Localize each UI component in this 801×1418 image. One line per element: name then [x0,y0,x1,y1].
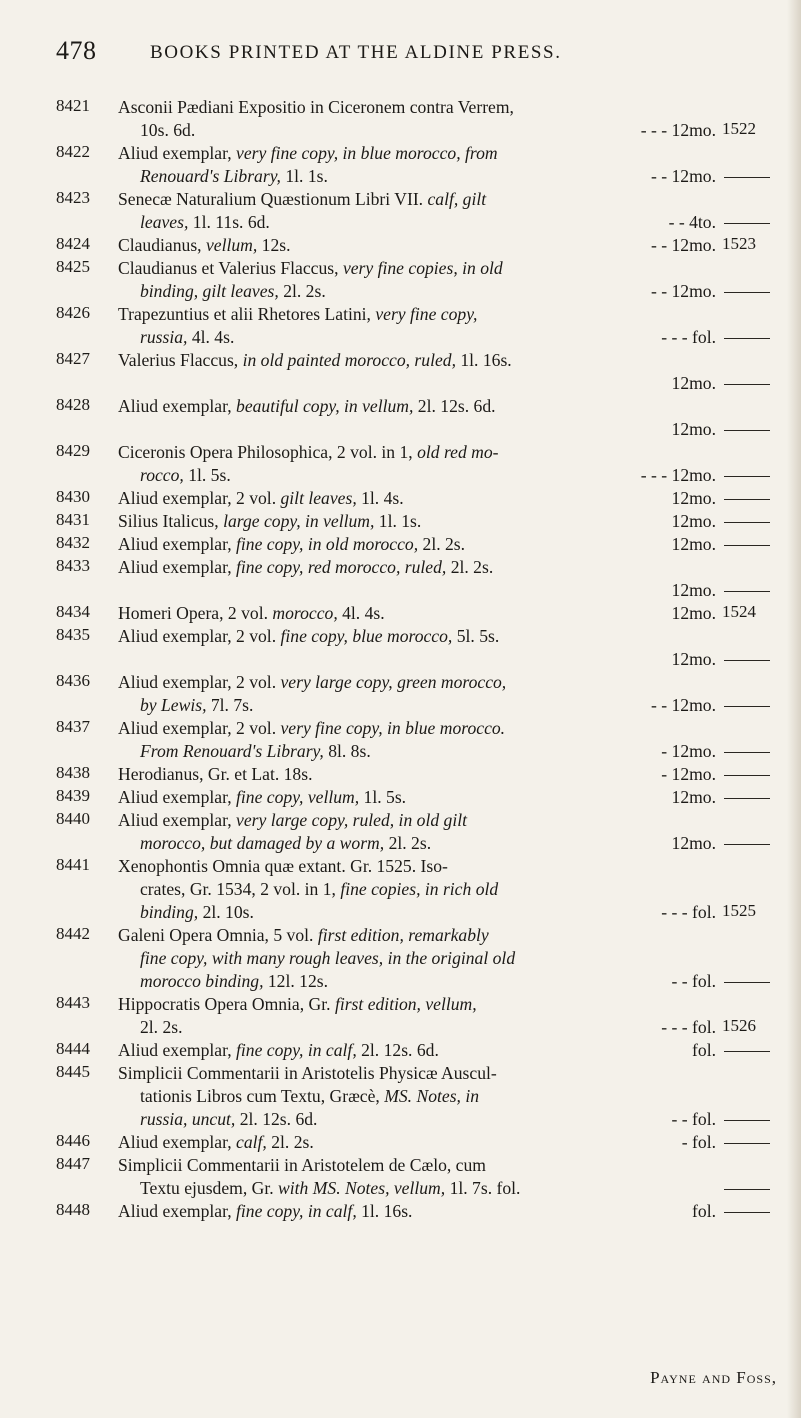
entry-text: Simplicii Commentarii in Aristotelis Physicæ Auscul- [118,1063,497,1083]
entry-text: 2l. 12s. 6d. [361,1040,439,1060]
lot-number: 8439 [56,786,90,805]
catalogue-entry [56,671,796,717]
entry-description [118,855,716,924]
entry-line [118,947,716,970]
lot-number: 8448 [56,1200,90,1219]
entry-description [118,602,716,625]
binding-note: From Renouard's Library, [140,741,329,761]
entry-text: 1l. 4s. [361,488,404,508]
entry-description [118,1131,716,1154]
entry-text: 1l. 5s. [188,465,231,485]
entry-line [118,878,716,901]
ditto-dash [724,706,770,707]
catalogue-entry [56,625,796,671]
catalogue-entry [56,1131,796,1154]
entry-text: 2l. 2s. [388,833,432,853]
entry-text: 2l. 10s. [202,902,254,922]
lot-number: 8435 [56,625,90,644]
lot-number: 8447 [56,1154,90,1173]
entry-line [118,165,716,188]
entry-line [118,257,716,280]
entry-line [118,855,716,878]
lot-number: 8443 [56,993,90,1012]
format-size: 12mo. [671,580,716,600]
entry-line [118,556,716,579]
entry-line [118,119,716,142]
format-size: - - 12mo. [651,281,716,301]
catalogue-entry [56,602,796,625]
entry-description [118,188,716,234]
entry-line [118,579,716,602]
entry-description [118,625,716,671]
ditto-dash [724,591,770,592]
entry-line [118,717,716,740]
entry-line [118,96,716,119]
binding-note: very fine copies, in old [342,258,503,278]
entry-description [118,1200,716,1223]
entry-line [118,349,716,372]
entry-line [118,809,716,832]
binding-note: old red mo- [417,442,499,462]
entry-description [118,786,716,809]
entry-line [118,533,716,556]
entry-text: 2l. 12s. 6d. [239,1109,318,1129]
binding-note: morocco binding, [140,971,268,991]
binding-note: fine copy, in calf, [236,1040,362,1060]
format-size: - - 12mo. [651,695,716,715]
binding-note: very large copy, ruled, in old gilt [236,810,467,830]
entry-line [118,648,716,671]
format-size: 12mo. [671,833,716,853]
entry-text: Xenophontis Omnia quæ extant. Gr. 1525. Iso- [118,856,448,876]
running-title: BOOKS PRINTED AT THE ALDINE PRESS. [150,42,562,63]
lot-number: 8441 [56,855,90,874]
entry-description [118,924,716,993]
ditto-dash [724,844,770,845]
binding-note: rocco, [140,465,189,485]
binding-note: leaves, [140,212,193,232]
lot-number: 8424 [56,234,90,253]
binding-note: morocco, [272,603,343,623]
ditto-dash [724,982,770,983]
catalogue-entry [56,717,796,763]
catalogue-entry [56,1154,796,1200]
entry-text: 4l. 4s. [191,327,235,347]
entry-line [118,326,716,349]
ditto-dash [724,775,770,776]
entry-line [118,188,716,211]
entry-text: Aliud exemplar, 2 vol. [118,718,281,738]
ditto-dash [724,292,770,293]
entry-description [118,1039,716,1062]
entry-line [118,211,716,234]
ditto-dash [724,1212,770,1213]
lot-number: 8429 [56,441,90,460]
binding-note: first edition, remarkably [317,925,489,945]
catalogue-entry [56,96,796,142]
entry-line [118,901,716,924]
entry-text: Aliud exemplar, [118,1040,237,1060]
entry-line [118,1108,716,1131]
lot-number: 8434 [56,602,90,621]
entry-line [118,1200,716,1223]
binding-note: large copy, in vellum, [223,511,379,531]
entry-text: 12l. 12s. [267,971,328,991]
catalogue-entry [56,993,796,1039]
catalogue-entry [56,349,796,395]
format-size: 12mo. [671,787,716,807]
catalogue-entry [56,257,796,303]
entry-text: Aliud exemplar, 2 vol. [118,488,281,508]
format-size: - - - 12mo. [640,120,716,140]
entry-description [118,993,716,1039]
entry-description [118,671,716,717]
page-header [56,36,776,76]
ditto-dash [724,545,770,546]
lot-number: 8428 [56,395,90,414]
binding-note: fine copy, in old morocco, [236,534,423,554]
entry-text: Aliud exemplar, [118,1201,237,1221]
entry-text: Ciceronis Opera Philosophica, 2 vol. in 1, [118,442,418,462]
binding-note: calf, gilt [427,189,487,209]
entry-description [118,395,716,441]
catalogue-entry [56,786,796,809]
lot-number: 8430 [56,487,90,506]
entry-text: 7l. 7s. [210,695,254,715]
format-size: - 12mo. [661,741,716,761]
entry-text: Valerius Flaccus, [118,350,243,370]
printing-year: 1522 [722,119,756,138]
lot-number: 8425 [56,257,90,276]
entry-text: Senecæ Naturalium Quæstionum Libri VII. [118,189,428,209]
entry-description [118,234,716,257]
entry-text: 1l. 1s. [378,511,422,531]
entry-text: 2l. 12s. 6d. [417,396,496,416]
format-size: 12mo. [671,603,716,623]
lot-number: 8427 [56,349,90,368]
printing-year: 1524 [722,602,756,621]
entry-text: Aliud exemplar, [118,810,237,830]
entry-text: 2l. 2s. [450,557,494,577]
binding-note: russia, uncut, [140,1109,240,1129]
entry-text: Textu ejusdem, Gr. [140,1178,279,1198]
binding-note: very fine copy, [375,304,478,324]
entry-text: Aliud exemplar, [118,534,237,554]
format-size: 12mo. [671,534,716,554]
entry-line [118,832,716,855]
catalogue-entry [56,510,796,533]
entry-text: Aliud exemplar, [118,557,237,577]
entry-line [118,464,716,487]
entry-text: 5l. 5s. [456,626,500,646]
entry-text: 2l. 2s. [140,1017,183,1037]
entry-text: 2l. 2s. [422,534,466,554]
entry-description [118,487,716,510]
page-footer [0,1368,801,1394]
ditto-dash [724,1143,770,1144]
entry-line [118,418,716,441]
entry-text: 10s. 6d. [140,120,196,140]
binding-note: very fine copy, in blue morocco. [280,718,506,738]
entry-text: Herodianus, Gr. et Lat. 18s. [118,764,313,784]
catalogue-entry [56,809,796,855]
binding-note: beautiful copy, in vellum, [236,396,418,416]
entry-text: 2l. 2s. [283,281,326,301]
binding-note: fine copy, with many rough leaves, in the original old [140,948,516,968]
entry-text: Simplicii Commentarii in Aristotelem de Cælo, cum [118,1155,486,1175]
entry-text: Aliud exemplar, [118,787,237,807]
lot-number: 8423 [56,188,90,207]
entry-line [118,602,716,625]
entry-text: 1l. 1s. [285,166,328,186]
catalogue-entry [56,441,796,487]
lot-number: 8437 [56,717,90,736]
entry-line [118,763,716,786]
lot-number: 8440 [56,809,90,828]
catalogue-entry [56,303,796,349]
entry-text: Asconii Pædiani Expositio in Ciceronem contra Verrem, [118,97,514,117]
catalogue-entry [56,395,796,441]
entry-text: Aliud exemplar, 2 vol. [118,672,281,692]
entry-line [118,372,716,395]
catalogue-entries [0,96,801,1223]
entry-line [118,970,716,993]
entry-description [118,717,716,763]
binding-note: with MS. Notes, vellum, [278,1178,450,1198]
ditto-dash [724,752,770,753]
printing-year: 1525 [722,901,756,920]
entry-description [118,763,716,786]
entry-text: 1l. 11s. 6d. [192,212,270,232]
entry-text: Aliud exemplar, [118,143,237,163]
catalogue-entry [56,1062,796,1131]
entry-description [118,257,716,303]
format-size: 12mo. [671,511,716,531]
entry-line [118,395,716,418]
entry-text: 8l. 8s. [328,741,371,761]
binding-note: binding, [140,902,203,922]
entry-line [118,142,716,165]
lot-number: 8436 [56,671,90,690]
binding-note: fine copy, red morocco, ruled, [236,557,451,577]
format-size: fol. [692,1201,716,1221]
format-size: - - - 12mo. [640,465,716,485]
entry-description [118,809,716,855]
entry-description [118,1062,716,1131]
entry-line [118,1154,716,1177]
lot-number: 8421 [56,96,90,115]
binding-note: vellum, [205,235,262,255]
format-size: - fol. [681,1132,716,1152]
lot-number: 8422 [56,142,90,161]
entry-text: Aliud exemplar, [118,396,237,416]
entry-text: 1l. 7s. fol. [449,1178,521,1198]
lot-number: 8438 [56,763,90,782]
entry-line [118,1177,716,1200]
catalogue-entry [56,1200,796,1223]
entry-text: Hippocratis Opera Omnia, Gr. [118,994,335,1014]
entry-text: crates, Gr. 1534, 2 vol. in 1, [140,879,341,899]
ditto-dash [724,660,770,661]
catalogue-entry [56,763,796,786]
ditto-dash [724,1120,770,1121]
format-size: - - 12mo. [651,235,716,255]
catalogue-entry [56,1039,796,1062]
entry-description [118,349,716,395]
entry-description [118,441,716,487]
catalogue-entry [56,487,796,510]
entry-description [118,556,716,602]
entry-line [118,1085,716,1108]
catalogue-entry [56,556,796,602]
catalogue-entry [56,234,796,257]
lot-number: 8446 [56,1131,90,1150]
catalogue-entry [56,533,796,556]
ditto-dash [724,476,770,477]
ditto-dash [724,499,770,500]
format-size: - - fol. [671,971,716,991]
entry-text: 1l. 5s. [363,787,407,807]
catalogue-entry [56,855,796,924]
entry-line [118,280,716,303]
lot-number: 8442 [56,924,90,943]
entry-line [118,1131,716,1154]
entry-line [118,740,716,763]
binding-note: binding, gilt leaves, [140,281,284,301]
binding-note: calf, [236,1132,272,1152]
entry-description [118,142,716,188]
entry-description [118,303,716,349]
entry-text: 4l. 4s. [342,603,385,623]
printing-year: 1523 [722,234,756,253]
format-size: 12mo. [671,649,716,669]
entry-line [118,487,716,510]
entry-text: Aliud exemplar, 2 vol. [118,626,281,646]
lot-number: 8426 [56,303,90,322]
entry-line [118,786,716,809]
ditto-dash [724,384,770,385]
publisher-signature: Payne and Foss, [650,1368,777,1387]
lot-number: 8433 [56,556,90,575]
lot-number: 8431 [56,510,90,529]
ditto-dash [724,338,770,339]
binding-note: fine copy, vellum, [236,787,364,807]
entry-text: 1l. 16s. [361,1201,413,1221]
format-size: 12mo. [671,373,716,393]
binding-note: fine copy, blue morocco, [280,626,457,646]
binding-note: gilt leaves, [280,488,362,508]
ditto-dash [724,223,770,224]
entry-line [118,1062,716,1085]
entry-description [118,1154,716,1200]
entry-line [118,924,716,947]
ditto-dash [724,1051,770,1052]
entry-text: Trapezuntius et alii Rhetores Latini, [118,304,376,324]
binding-note: morocco, but damaged by a worm, [140,833,389,853]
ditto-dash [724,430,770,431]
entry-description [118,96,716,142]
entry-line [118,441,716,464]
binding-note: very large copy, green morocco, [280,672,507,692]
entry-text: tationis Libros cum Textu, Græcè, [140,1086,385,1106]
format-size: - - 4to. [668,212,716,232]
entry-line [118,671,716,694]
entry-text: Claudianus, [118,235,206,255]
format-size: - - fol. [671,1109,716,1129]
binding-note: by Lewis, [140,695,211,715]
binding-note: first edition, vellum, [334,994,477,1014]
entry-line [118,510,716,533]
ditto-dash [724,798,770,799]
ditto-dash [724,1189,770,1190]
format-size: 12mo. [671,488,716,508]
entry-line [118,1016,716,1039]
entry-text: 1l. 16s. [460,350,512,370]
catalogue-entry [56,142,796,188]
entry-text: Galeni Opera Omnia, 5 vol. [118,925,318,945]
entry-text: 12s. [261,235,291,255]
catalogue-entry [56,188,796,234]
entry-text: Aliud exemplar, [118,1132,237,1152]
format-size: - - - fol. [661,327,716,347]
binding-note: russia, [140,327,192,347]
entry-text: Claudianus et Valerius Flaccus, [118,258,343,278]
entry-description [118,533,716,556]
binding-note: Renouard's Library, [140,166,286,186]
entry-line [118,993,716,1016]
entry-text: Silius Italicus, [118,511,224,531]
format-size: - - 12mo. [651,166,716,186]
binding-note: fine copy, in calf, [236,1201,362,1221]
ditto-dash [724,177,770,178]
ditto-dash [724,522,770,523]
entry-line [118,625,716,648]
page-number: 478 [56,36,97,65]
entry-text: 2l. 2s. [271,1132,314,1152]
format-size: - 12mo. [661,764,716,784]
entry-line [118,234,716,257]
entry-description [118,510,716,533]
entry-line [118,1039,716,1062]
format-size: 12mo. [671,419,716,439]
binding-note: in old painted morocco, ruled, [242,350,461,370]
format-size: fol. [692,1040,716,1060]
entry-text: Homeri Opera, 2 vol. [118,603,273,623]
format-size: - - - fol. [661,1017,716,1037]
lot-number: 8445 [56,1062,90,1081]
lot-number: 8432 [56,533,90,552]
printing-year: 1526 [722,1016,756,1035]
catalogue-entry [56,924,796,993]
binding-note: MS. Notes, in [384,1086,480,1106]
entry-line [118,694,716,717]
lot-number: 8444 [56,1039,90,1058]
binding-note: fine copies, in rich old [340,879,499,899]
binding-note: very fine copy, in blue morocco, from [236,143,498,163]
entry-line [118,303,716,326]
format-size: - - - fol. [661,902,716,922]
